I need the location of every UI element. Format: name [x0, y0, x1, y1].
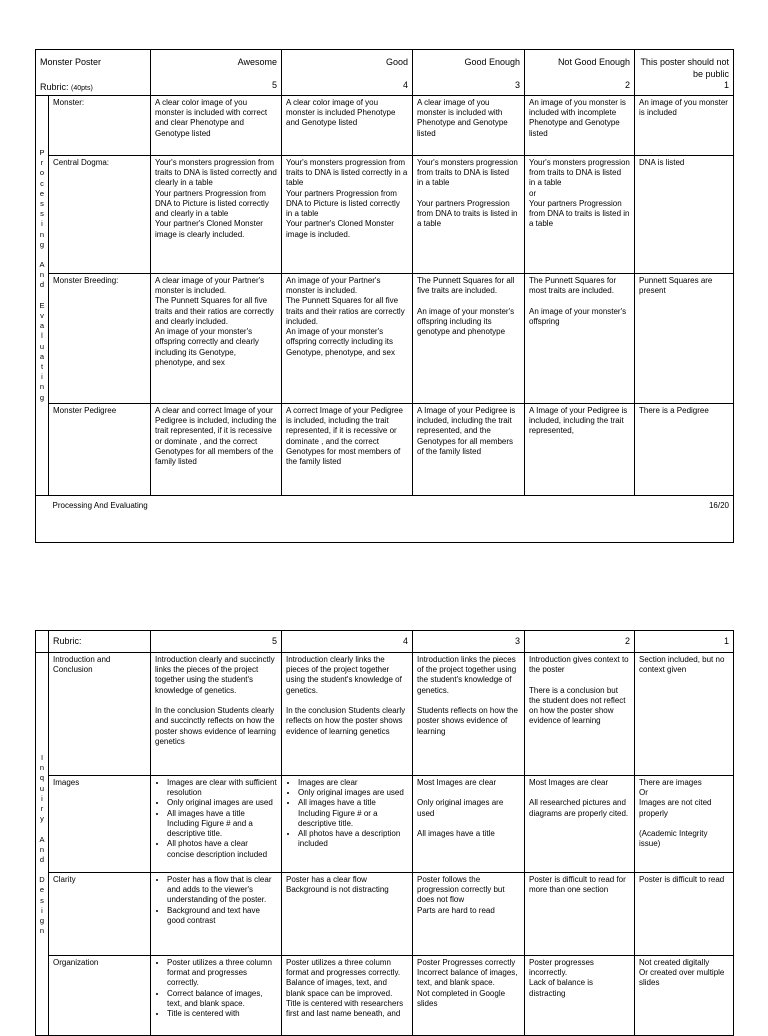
level-score: 1: [723, 80, 729, 91]
rubric-cell: An image of you monster is included with incomplete Phenotype and Genotype listed: [525, 96, 635, 156]
rubric-cell: Poster follows the progression correctly but does not flow Parts are hard to read: [413, 873, 525, 956]
bullet-item: • Title is centered with: [167, 1009, 277, 1019]
rubric-cell: A Image of your Pedigree is included, including the trait represented,: [525, 404, 635, 496]
level-name: This poster should not be public: [640, 57, 729, 79]
side-label-letter: i: [41, 219, 43, 229]
criterion-label: Organization: [49, 956, 151, 1036]
side-label-letter: i: [41, 372, 43, 382]
side-label-letter: v: [40, 311, 44, 320]
rubric-cell: An image of your Partner's monster is included. The Punnett Squares for all five traits and their ratios are correctly included. An image of your monster's offspring correctly including its Genotype, phenotype, and sex: [282, 274, 413, 404]
side-label-letter: l: [41, 331, 43, 341]
rubric-cell: There is a Pedigree: [635, 404, 734, 496]
rubric-row: [36, 404, 734, 496]
bullet-item: • All images have a title Including Figure # or a descriptive title.: [298, 798, 408, 829]
rubric-row: [36, 156, 734, 274]
side-label-letter: s: [40, 209, 44, 219]
side-label-letter: d: [39, 280, 45, 290]
rubric-cell: Your's monsters progression from traits to DNA is listed in a table Your partners Progression from DNA to traits is listed in a table: [413, 156, 525, 274]
level-header-cell: [525, 50, 635, 96]
header-row: [36, 50, 734, 96]
level-score: 4: [282, 631, 413, 653]
bullet-item: • Correct balance of images, text, and blank space.: [167, 989, 277, 1009]
side-label-letter: y: [40, 814, 44, 824]
level-score: 3: [514, 80, 520, 91]
rubric-cell: There are images Or Images are not cited properly (Academic Integrity issue): [635, 776, 734, 873]
rubric-cell: A clear image of you monster is included with Phenotype and Genotype listed: [413, 96, 525, 156]
side-label-letter: o: [39, 168, 45, 178]
rubric-label-text: Rubric:: [40, 82, 69, 92]
rubric-cell: Poster has a clear flow Background is not distracting: [282, 873, 413, 956]
side-label-letter: a: [39, 351, 45, 361]
side-label-letter: s: [40, 198, 44, 208]
side-label-letter: n: [39, 763, 45, 773]
criterion-label: Clarity: [49, 873, 151, 956]
inquiry-design-rubric-table: [35, 630, 734, 1036]
rubric-cell: [151, 873, 282, 956]
bullet-list: [286, 778, 408, 850]
footer-spacer: [36, 496, 49, 543]
rubric-cell: The Punnett Squares for all five traits are included. An image of your monster's offspring including its genotype and phenotype: [413, 274, 525, 404]
rubric-cell: [282, 776, 413, 873]
side-label-letter: t: [40, 361, 44, 371]
bullet-item: • Poster has a flow that is clear and adds to the viewer's understanding of the poster.: [167, 875, 277, 906]
side-label-letter: i: [41, 793, 43, 803]
criterion-label: Introduction and Conclusion: [49, 653, 151, 776]
rubric-cell: Section included, but no context given: [635, 653, 734, 776]
level-score: 2: [624, 80, 630, 91]
side-label-letter: e: [39, 188, 45, 198]
footer-label: Processing And Evaluating: [49, 496, 635, 543]
bullet-item: • Images are clear with sufficient resolution: [167, 778, 277, 798]
bullet-list: [155, 875, 277, 926]
bullet-item: • Only original images are used: [167, 798, 277, 808]
side-label-letter: g: [39, 392, 45, 402]
rubric-row: [36, 873, 734, 956]
side-label-letter: u: [39, 341, 45, 351]
footer-score: 16/20: [635, 496, 734, 543]
level-header-cell: [635, 50, 734, 96]
vertical-side-label: [36, 753, 48, 936]
side-label-letter: g: [39, 916, 45, 925]
side-label-letter: [36, 865, 48, 875]
rubric-cell: Punnett Squares are present: [635, 274, 734, 404]
rubric-row: [36, 653, 734, 776]
level-header-cell: [282, 50, 413, 96]
bullet-item: • Background and text have good contrast: [167, 906, 277, 926]
level-header-cell: [413, 50, 525, 96]
rubric-cell: A clear color image of you monster is included Phenotype and Genotype listed: [282, 96, 413, 156]
bullet-list: [155, 778, 277, 860]
rubric-cell: Poster is difficult to read: [635, 873, 734, 956]
side-label-letter: r: [40, 158, 44, 168]
side-label-letter: E: [39, 300, 45, 310]
side-label-letter: n: [39, 270, 45, 280]
rubric-cell: Introduction clearly and succinctly links the pieces of the project together using the student's knowledge of genetics. In the conclusion Students clearly and succinctly reflects on how the poster shows evidence of learning genetics: [151, 653, 282, 776]
level-score: 2: [525, 631, 635, 653]
side-label-letter: e: [39, 885, 45, 895]
rubric-row: [36, 776, 734, 873]
side-label-letter: [36, 250, 48, 260]
criterion-label: Images: [49, 776, 151, 873]
level-score: 5: [271, 80, 277, 91]
rubric-cell: Most Images are clear All researched pictures and diagrams are properly cited.: [525, 776, 635, 873]
side-label-letter: n: [39, 844, 45, 854]
rubric-cell: Your's monsters progression from traits to DNA is listed correctly and clearly in a table Your partners Progression from DNA to Picture is listed correctly and clearly in a table Your partner's Cloned Monster image is clearly included.: [151, 156, 282, 274]
side-label-letter: n: [39, 926, 45, 936]
side-label-letter: D: [39, 875, 45, 885]
bullet-list: [155, 958, 277, 1019]
rubric-cell: DNA is listed: [635, 156, 734, 274]
rubric-row: [36, 96, 734, 156]
rubric-cell: A correct Image of your Pedigree is included, including the trait represented, if it is recessive or dominate , and the correct Genotypes for most members of the family listed: [282, 404, 413, 496]
rubric-cell: Most Images are clear Only original images are used All images have a title: [413, 776, 525, 873]
rubric-row: [36, 274, 734, 404]
rubric-cell: Poster progresses incorrectly. Lack of balance is distracting: [525, 956, 635, 1036]
side-label-letter: r: [40, 803, 44, 813]
side-label-letter: P: [39, 148, 45, 157]
rubric-cell: Introduction clearly links the pieces of the project together using the student's knowledge of genetics. In the conclusion Students clearly reflects on how the poster shows evidence of learning genetics: [282, 653, 413, 776]
level-score: 4: [402, 80, 408, 91]
side-label-letter: c: [40, 178, 44, 188]
criterion-label: Monster:: [49, 96, 151, 156]
rubric-cell: A clear image of your Partner's monster is included. The Punnett Squares for all five traits and their ratios are correctly and clearly included. An image of your monster's offspring correctly and clearly including its Genotype, phenotype, and sex: [151, 274, 282, 404]
rubric-cell: An image of you monster is included: [635, 96, 734, 156]
rubric-cell: Poster utilizes a three column format and progresses correctly. Balance of images, text, and blank space can be improved. Title is centered with researchers first and last name beneath, and: [282, 956, 413, 1036]
rubric-cell: A clear color image of you monster is included with correct and clear Phenotype and Genotype listed: [151, 96, 282, 156]
level-name: Good Enough: [464, 57, 520, 67]
level-name: Good: [385, 57, 408, 67]
level-name: Awesome: [237, 57, 277, 67]
rubric-cell: Not created digitally Or created over multiple slides: [635, 956, 734, 1036]
rubric-cell: Introduction gives context to the poster There is a conclusion but the student does not reflect on how the poster show evidence of learning: [525, 653, 635, 776]
rubric-cell: Your's monsters progression from traits to DNA is listed in a table or Your partners Progression from DNA to traits is listed in a table: [525, 156, 635, 274]
criterion-label: Monster Pedigree: [49, 404, 151, 496]
side-label-cell: [36, 653, 49, 1036]
side-label-letter: u: [39, 783, 45, 793]
rubric-cell: Your's monsters progression from traits to DNA is listed correctly in a table Your partners Progression from DNA to Picture is listed correctly in a table Your partner's Cloned Monster image is included.: [282, 156, 413, 274]
rubric-cell: [151, 776, 282, 873]
bullet-item: • Images are clear: [298, 778, 408, 788]
rubric-label: Rubric:: [49, 631, 151, 653]
rubric-cell: Introduction links the pieces of the project together using the student's knowledge of genetics. Students reflects on how the poster shows evidence of learning: [413, 653, 525, 776]
rubric-cell: A clear and correct Image of your Pedigree is included, including the trait represented, if it is recessive or dominate , and the correct Genotypes for all members of the family listed: [151, 404, 282, 496]
header-row: [36, 631, 734, 653]
rubric-cell: Poster is difficult to read for more than one section: [525, 873, 635, 956]
side-label-letter: a: [39, 321, 45, 331]
bullet-item: • All images have a title Including Figure # and a descriptive title.: [167, 809, 277, 840]
side-label-letter: A: [39, 260, 45, 270]
level-name: Not Good Enough: [557, 57, 630, 67]
side-label-letter: i: [41, 905, 43, 915]
rubric-cell: Poster Progresses correctly Incorrect balance of images, text, and blank space. Not completed in Google slides: [413, 956, 525, 1036]
bullet-item: • All photos have a clear concise description included: [167, 839, 277, 859]
side-label-letter: s: [40, 895, 44, 905]
rubric-cell: The Punnett Squares for most traits are included. An image of your monster's offspring: [525, 274, 635, 404]
rubric-label: [40, 82, 93, 94]
footer-row: [36, 496, 734, 543]
bullet-item: • All photos have a description included: [298, 829, 408, 849]
level-score: 5: [151, 631, 282, 653]
vertical-side-label: [36, 148, 48, 403]
level-header-cell: [151, 50, 282, 96]
criterion-label: Monster Breeding:: [49, 274, 151, 404]
side-label-letter: n: [39, 229, 45, 239]
side-label-letter: g: [39, 239, 45, 249]
side-label-letter: n: [39, 382, 45, 392]
poster-title: Monster Poster: [40, 57, 102, 67]
title-cell: [36, 50, 151, 96]
header-spacer: [36, 631, 49, 653]
level-score: 3: [413, 631, 525, 653]
side-label-letter: [36, 291, 48, 301]
side-label-letter: [36, 824, 48, 834]
criterion-label: Central Dogma:: [49, 156, 151, 274]
bullet-item: • Poster utilizes a three column format and progresses correctly.: [167, 958, 277, 989]
side-label-letter: q: [39, 773, 45, 783]
rubric-points: (40pts): [71, 85, 93, 92]
level-score: 1: [635, 631, 734, 653]
side-label-cell: [36, 96, 49, 496]
side-label-letter: I: [40, 753, 44, 762]
rubric-cell: A Image of your Pedigree is included, including the trait represented, and the Genotypes for all members of the family listed: [413, 404, 525, 496]
side-label-letter: A: [39, 834, 45, 844]
monster-poster-rubric-table: [35, 49, 734, 543]
side-label-letter: d: [39, 854, 45, 864]
bullet-item: • Only original images are used: [298, 788, 408, 798]
